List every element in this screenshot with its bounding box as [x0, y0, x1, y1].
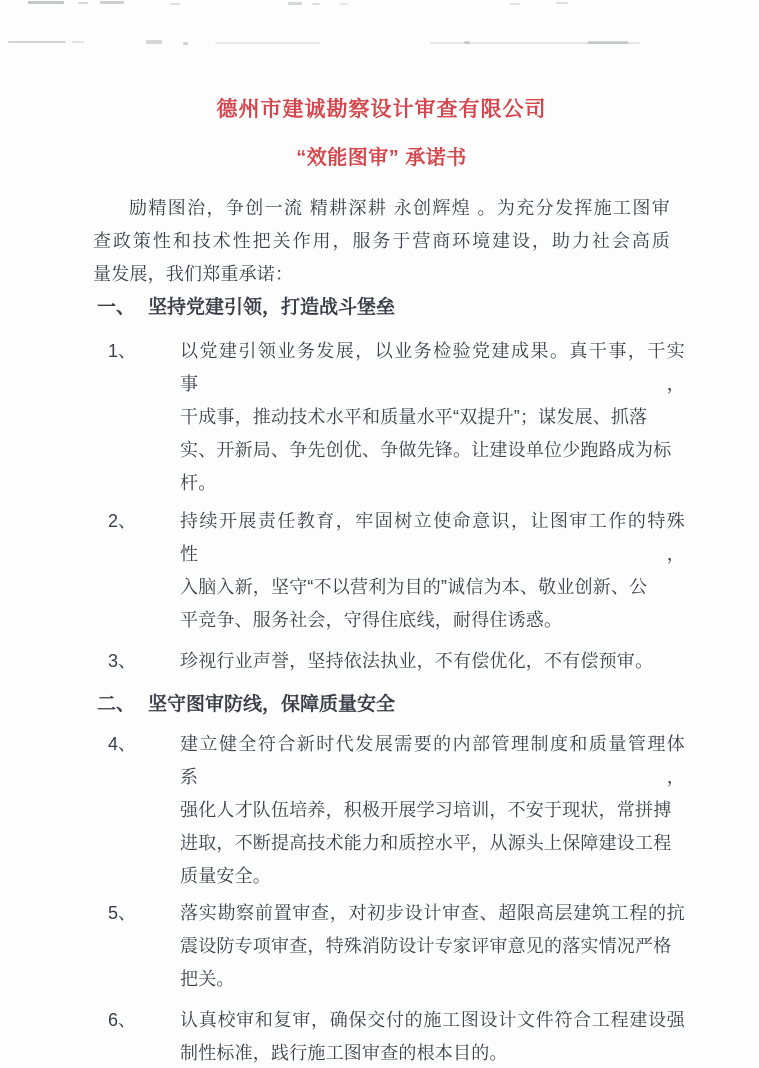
section-1-heading: [93, 291, 670, 324]
item-number: 3、: [108, 651, 137, 671]
item-line: 杆。: [180, 473, 217, 493]
item-text: [180, 728, 685, 893]
item-line: 进取，不断提高技术能力和质控水平，从源头上保障建设工程: [180, 833, 672, 853]
item-line: 实、开新局、争先创优、争做先锋。让建设单位少跑路成为标: [180, 440, 672, 460]
item-line: 制性标准，践行施工图审查的根本目的。: [180, 1043, 508, 1063]
item-number: 1、: [108, 341, 137, 361]
section-2-heading: [93, 688, 670, 721]
document-subtitle: “效能图审” 承诺书: [296, 147, 467, 169]
scan-artifact: [215, 42, 320, 44]
item-line: 以党建引领业务发展，以业务检验党建成果。真干事，干实事，: [180, 341, 685, 394]
scan-artifact: [464, 41, 470, 44]
item-line: 强化人才队伍培养，积极开展学习培训，不安于现状，常拼搏: [180, 800, 672, 820]
intro-line: 量发展，我们郑重承诺：: [93, 264, 294, 284]
scan-artifact: [28, 1, 64, 4]
commitment-item-1: [93, 335, 685, 500]
intro-line: 查政策性和技术性把关作用，服务于营商环境建设，助力社会高质: [93, 231, 670, 251]
item-line: 珍视行业声誉，坚持依法执业，不有偿优化，不有偿预审。: [180, 651, 654, 671]
item-number: 5、: [108, 903, 137, 923]
scan-artifact: [170, 3, 180, 5]
item-line: 入脑入新，坚守“不以营利为目的”诚信为本、敬业创新、公: [180, 577, 648, 597]
scan-artifact: [510, 3, 520, 5]
commitment-item-6: [93, 1004, 685, 1068]
item-text: [180, 505, 685, 637]
item-text: [180, 335, 685, 500]
item-line: 持续开展责任教育，牢固树立使命意识，让图审工作的特殊性，: [180, 511, 685, 564]
item-line: 认真校审和复审，确保交付的施工图设计文件符合工程建设强: [180, 1010, 685, 1030]
scan-artifact: [78, 2, 88, 4]
scan-artifact: [556, 2, 568, 4]
item-line: 质量安全。: [180, 866, 271, 886]
commitment-item-5: [93, 897, 685, 996]
item-number: 4、: [108, 734, 137, 754]
item-number: 2、: [108, 511, 137, 531]
scan-artifact: [72, 41, 84, 43]
scan-artifact: [312, 3, 320, 5]
company-title: 德州市建诚勘察设计审查有限公司: [216, 98, 547, 121]
commitment-item-3: [93, 645, 670, 678]
item-line: 震设防专项审查，特殊消防设计专家评审意见的落实情况严格: [180, 936, 672, 956]
document-content: [0, 96, 759, 1068]
section-heading-text: 坚守图审防线，保障质量安全: [148, 694, 396, 715]
item-line: 干成事，推动技术水平和质量水平“双提升”；谋发展、抓落: [180, 407, 648, 427]
section-number: 一、: [97, 297, 136, 318]
item-line: 建立健全符合新时代发展需要的内部管理制度和质量管理体系，: [180, 734, 685, 787]
item-line: 落实勘察前置审查，对初步设计审查、超限高层建筑工程的抗: [180, 903, 685, 923]
commitment-item-2: [93, 505, 685, 637]
scan-artifact: [100, 1, 124, 4]
commitment-item-4: [93, 728, 685, 893]
scan-artifact: [146, 40, 162, 44]
scan-artifact: [8, 41, 66, 43]
section-number: 二、: [97, 694, 136, 715]
item-line: 把关。: [180, 969, 235, 989]
scan-artifact: [183, 42, 188, 45]
scan-artifact: [588, 41, 628, 44]
intro-paragraph: [93, 192, 670, 291]
item-line: 平竞争、服务社会，守得住底线，耐得住诱惑。: [180, 610, 563, 630]
intro-line: 励精图治，争创一流 精耕深耕 永创辉煌 。为充分发挥施工图审: [129, 198, 670, 218]
item-text: [180, 1004, 685, 1068]
item-text: [180, 897, 685, 996]
scan-artifact: [340, 3, 348, 5]
section-heading-text: 坚持党建引领，打造战斗堡垒: [148, 297, 396, 318]
scan-artifact: [288, 2, 302, 5]
item-text: [180, 645, 685, 678]
item-number: 6、: [108, 1010, 137, 1030]
